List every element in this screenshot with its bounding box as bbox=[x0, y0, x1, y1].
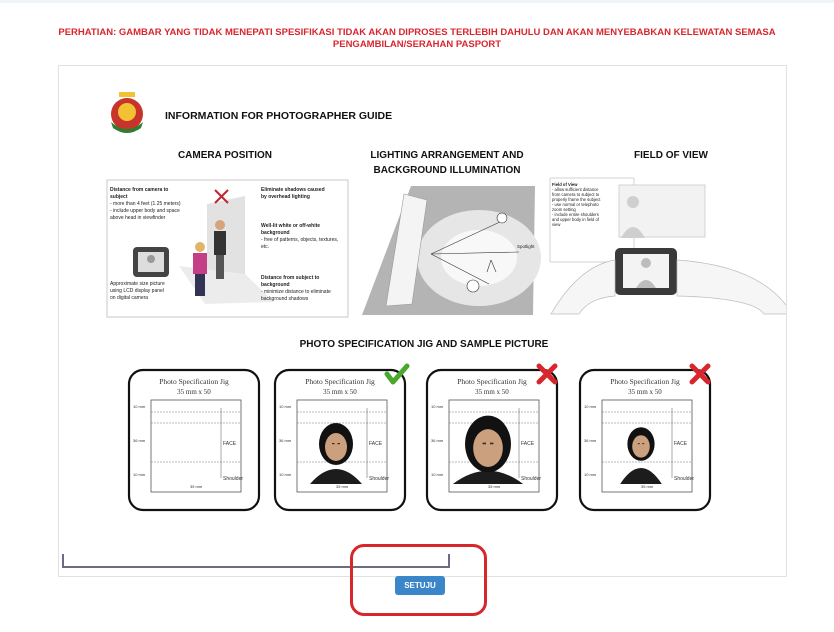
bg-note-4: etc. bbox=[261, 244, 270, 250]
approx-note-1: Approximate size picture bbox=[110, 281, 165, 287]
shadow-note-1: Eliminate shadows caused bbox=[261, 187, 325, 193]
fov-note-9: view bbox=[552, 222, 561, 227]
cam-note-1: - more than 4 feet (1.25 meters) bbox=[110, 201, 181, 207]
field-of-view-diagram bbox=[550, 178, 786, 320]
spec-card-row bbox=[129, 366, 710, 510]
shoulder-label: Shoulder bbox=[521, 476, 542, 482]
camera-position-title: CAMERA POSITION bbox=[177, 150, 273, 161]
spec-card-size: 35 mm x 50 bbox=[628, 388, 662, 396]
photographer-guide-image bbox=[59, 66, 786, 521]
warning-line-2: PENGAMBILAN/SERAHAN PASPORT bbox=[332, 39, 502, 50]
bg-note-2: background bbox=[261, 230, 290, 236]
approx-note-2: using LCD display panel bbox=[110, 288, 164, 294]
spec-card-size: 35 mm x 50 bbox=[323, 388, 357, 396]
fov-note-3: from camera to subject to bbox=[552, 192, 600, 197]
face-label: FACE bbox=[223, 441, 237, 447]
sample-face bbox=[473, 429, 503, 467]
eye bbox=[332, 443, 335, 444]
sample-face bbox=[632, 435, 650, 457]
fov-note-6: zoom setting bbox=[552, 207, 576, 212]
cam-note-3: above head in viewfinder bbox=[110, 215, 166, 221]
guide-panel bbox=[58, 65, 787, 577]
sample-face bbox=[325, 433, 347, 461]
eye bbox=[642, 443, 644, 444]
fov-note-1: Field of View bbox=[552, 182, 578, 187]
warning-line-1: PERHATIAN: GAMBAR YANG TIDAK MENEPATI SPESIFIKASI TIDAK AKAN DIPROSES TERLEBIH DAHULU DAN AKAN MENYEBABKAN KELEWATAN SEMASA bbox=[58, 27, 776, 38]
spec-card-title: Photo Specification Jig bbox=[457, 377, 527, 386]
dist-bg-note-3: - minimize distance to eliminate bbox=[261, 289, 331, 295]
dim-top-label: 10 mm bbox=[279, 404, 292, 409]
dim-bot-label: 10 mm bbox=[133, 472, 146, 477]
cam-note-title2: subject bbox=[110, 194, 128, 200]
approx-note-3: on digital camera bbox=[110, 295, 149, 301]
face-label: FACE bbox=[521, 441, 535, 447]
dim-top-label: 10 mm bbox=[584, 404, 597, 409]
dim-width-label: 35 mm bbox=[641, 484, 654, 489]
shadow-note-2: by overhead lighting bbox=[261, 194, 310, 200]
dim-mid-label: 36 mm bbox=[584, 438, 597, 443]
eye bbox=[490, 443, 493, 445]
top-border bbox=[0, 0, 834, 3]
dim-mid-label: 36 mm bbox=[279, 438, 292, 443]
cam-note-title: Distance from camera to bbox=[110, 187, 169, 193]
agree-button[interactable]: SETUJU bbox=[395, 576, 445, 595]
lighting-title-2: BACKGROUND ILLUMINATION bbox=[373, 165, 521, 176]
fov-note-7: - include entire shoulders bbox=[552, 212, 599, 217]
eye bbox=[338, 443, 341, 444]
dim-mid-label: 36 mm bbox=[133, 438, 146, 443]
dim-width-label: 35 mm bbox=[488, 484, 501, 489]
shoulder-label: Shoulder bbox=[674, 476, 695, 482]
dim-width-label: 35 mm bbox=[190, 484, 203, 489]
face-label: FACE bbox=[369, 441, 383, 447]
eye bbox=[483, 443, 486, 445]
camera-position-diagram bbox=[107, 180, 348, 317]
dim-width-label: 35 mm bbox=[336, 484, 349, 489]
shoulder-label: Shoulder bbox=[223, 476, 244, 482]
fov-note-4: properly frame the subject bbox=[552, 197, 601, 202]
spec-card-size: 35 mm x 50 bbox=[177, 388, 211, 396]
dim-bot-label: 10 mm bbox=[584, 472, 597, 477]
eye bbox=[638, 443, 640, 444]
photo-spec-title: PHOTO SPECIFICATION JIG AND SAMPLE PICTURE bbox=[299, 339, 549, 350]
dist-bg-note-1: Distance from subject to bbox=[261, 275, 320, 281]
fov-note-2: - allow sufficient distance bbox=[552, 187, 599, 192]
bg-note-1: Well-lit white or off-white bbox=[261, 223, 321, 229]
spec-card-title: Photo Specification Jig bbox=[159, 377, 229, 386]
immigration-logo-icon bbox=[111, 92, 143, 133]
dim-top-label: 10 mm bbox=[133, 404, 146, 409]
face-label: FACE bbox=[674, 441, 688, 447]
dist-bg-note-4: background shadows bbox=[261, 296, 309, 302]
spec-card-title: Photo Specification Jig bbox=[305, 377, 375, 386]
warning-notice bbox=[40, 27, 794, 51]
spec-card-title: Photo Specification Jig bbox=[610, 377, 680, 386]
field-of-view-title: FIELD OF VIEW bbox=[634, 150, 708, 161]
dim-mid-label: 36 mm bbox=[431, 438, 444, 443]
lighting-title-1: LIGHTING ARRANGEMENT AND bbox=[370, 150, 524, 161]
shoulder-label: Shoulder bbox=[369, 476, 390, 482]
dim-bot-label: 10 mm bbox=[279, 472, 292, 477]
guide-title: INFORMATION FOR PHOTOGRAPHER GUIDE bbox=[165, 110, 393, 122]
fov-note-5: - use normal or telephoto bbox=[552, 202, 599, 207]
dim-bot-label: 10 mm bbox=[431, 472, 444, 477]
spec-card-size: 35 mm x 50 bbox=[475, 388, 509, 396]
spotlight-label: Spotlight bbox=[517, 244, 535, 249]
fov-note-8: and upper body in field of bbox=[552, 217, 600, 222]
cam-note-2: - include upper body and space bbox=[110, 208, 180, 214]
lighting-diagram bbox=[362, 186, 541, 315]
dim-top-label: 10 mm bbox=[431, 404, 444, 409]
dist-bg-note-2: background bbox=[261, 282, 290, 288]
bg-note-3: - free of patterns, objects, textures, bbox=[261, 237, 339, 243]
